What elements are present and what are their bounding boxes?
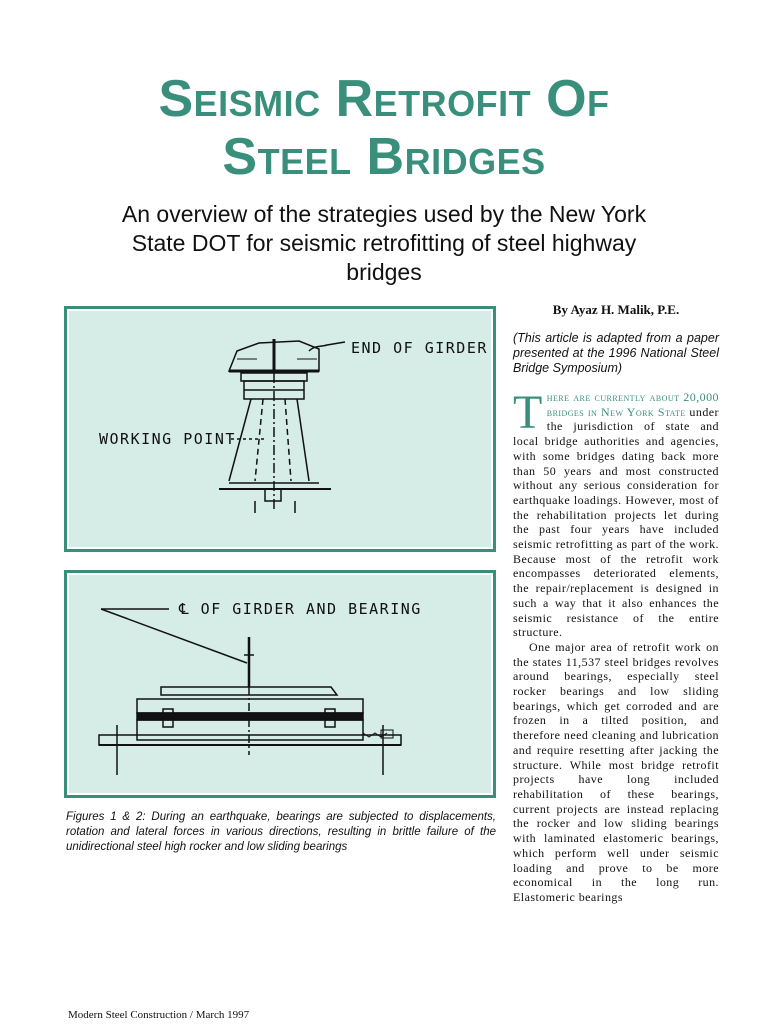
figure-1-rocker-bearing [64,306,496,552]
title-line-1: Seismic Retrofit Of [158,70,610,128]
sole-plate [137,699,363,713]
figure-1-panel [67,309,493,549]
sliding-plate [137,713,363,720]
paragraph-1-text: under the jurisdiction of state and local bridge authorities and agencies, with some bridges dating back more than 50 years and most constructed without any serious consideration for earthquake loadings. However, most of the rehabilitation projects let during the past four years have included seismic retrofitting as part of the work. Because most of the retrofit work encompasses deteriorated elements, the repair/replacement is designed in such a way that it also enhances the seismic resistance of the entire structure. [513,404,719,640]
figure-2-drawing [69,575,491,793]
figure-2-panel [67,573,493,795]
label-centerline-girder-bearing: ℄ OF GIRDER AND BEARING [179,600,422,618]
figure-1-drawing [69,311,491,547]
label-end-of-girder: END OF GIRDER [351,339,488,357]
label-working-point: WORKING POINT [99,430,236,448]
article-subtitle: An overview of the strategies used by the New York State DOT for seismic retrofitting of steel highway bridges [121,201,647,285]
masonry-plate [137,720,363,740]
rocker-right-edge [297,399,309,481]
lead-in: here are currently about 20,000 bridges in New York State [546,390,719,419]
paragraph-2: One major area of retrofit work on the states 11,537 steel bridges revolves around bearings, especially steel rocker bearings and low sliding bearings, which get corroded and are frozen in a tilted position, and therefore need cleaning and lubrication and require resetting after jacking the structure. While most bridge retrofit projects have long included rehabilitation of these bearings, current projects are instead replacing the rocker and low sliding bearings with laminated elastomeric bearings, which perform well under seismic loading and prove to be more economical in the long run. Elastomeric bearings [513,639,719,904]
figure-2-sliding-bearing [64,570,496,798]
page-footer: Modern Steel Construction / March 1997 [68,1009,250,1021]
article-title [0,70,768,186]
byline: By Ayaz H. Malik, P.E. [552,302,680,317]
paragraph-1 [513,390,719,640]
adaptation-note: (This article is adapted from a paper presented at the 1996 National Steel Bridge Symposium) [513,331,719,375]
article-body [513,390,719,980]
figure-caption: Figures 1 & 2: During an earthquake, bearings are subjected to displacements, rotation and lateral forces in various directions, resulting in brittle failure of the unidirectional steel high rocker and low sliding bearings [66,811,496,853]
title-line-2: Steel Bridges [222,128,546,186]
drop-cap: T [513,390,543,439]
